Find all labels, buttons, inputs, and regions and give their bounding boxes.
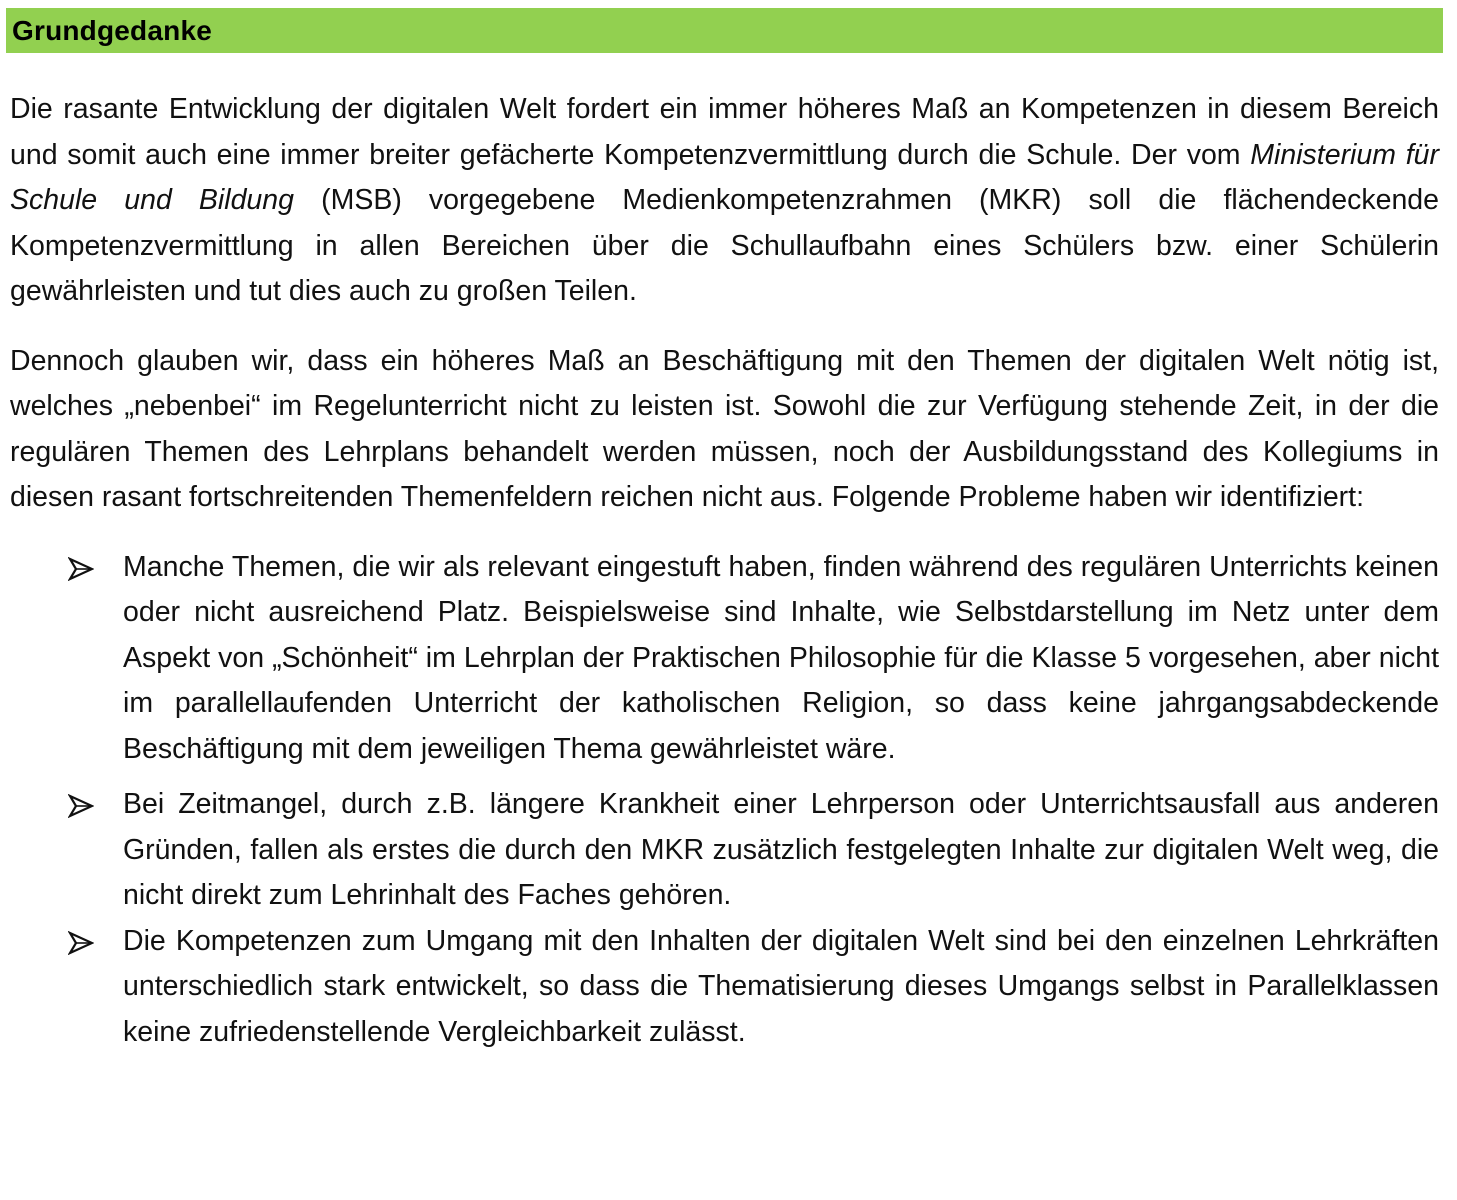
intro-paragraph-text-end: (MSB) vorgegebene Medienkompetenzrahmen (MKR) soll die flächendeckende Kompetenzvermittlung in allen Bereichen über die Schullaufbahn eines Schülers bzw. einer Schülerin gewährleisten und tut dies auch zu großen Teilen. [10, 184, 1439, 307]
ministry-name: Ministerium für Schule und Bildung [10, 138, 1439, 216]
list-item-text: Manche Themen, die wir als relevant eingestuft haben, finden während des regulären Unterrichts keinen oder nicht ausreichend Platz. Beispielsweise sind Inhalte, wie Selbstdarstellung im Netz unter dem Aspekt von „Schönheit“ im Lehrplan der Praktischen Philosophie für die Klasse 5 vorgesehen, aber nicht im parallellaufenden Unterricht der katholischen Religion, so dass keine jahrgangsabdeckende Beschäftigung mit dem jeweiligen Thema gewährleistet wäre. [123, 550, 1439, 765]
list-item-text: Die Kompetenzen zum Umgang mit den Inhalten der digitalen Welt sind bei den einzelnen Lehrkräften unterschiedlich stark entwickelt, so dass die Thematisierung dieses Umgangs selbst in Parallelklassen keine zufriedenstellende Vergleichbarkeit zulässt. [123, 924, 1439, 1048]
section-heading-bar [6, 8, 1443, 53]
intro-paragraph [10, 87, 1439, 315]
arrowhead-bullet-icon [68, 919, 98, 964]
problem-intro-paragraph: Dennoch glauben wir, dass ein höheres Maß an Beschäftigung mit den Themen der digitalen Welt nötig ist, welches „nebenbei“ im Regelunterricht nicht zu leisten ist. Sowohl die zur Verfügung stehende Zeit, in der die regulären Themen des Lehrplans behandelt werden müssen, noch der Ausbildungsstand des Kollegiums in diesen rasant fortschreitenden Themenfeldern reichen nicht aus. Folgende Probleme haben wir identifiziert: [10, 344, 1439, 513]
list-item-text: Bei Zeitmangel, durch z.B. längere Krankheit einer Lehrperson oder Unterrichtsausfall aus anderen Gründen, fallen als erstes die durch den MKR zusätzlich festgelegten Inhalte zur digitalen Welt weg, die nicht direkt zum Lehrinhalt des Faches gehören. [123, 788, 1439, 911]
list-item [10, 545, 1439, 773]
list-item [10, 782, 1439, 919]
intro-paragraph-text-start: Die rasante Entwicklung der digitalen Welt fordert ein immer höheres Maß an Kompetenzen in diesem Bereich und somit auch eine immer breiter gefächerte Kompetenzvermittlung durch die Schule. Der vom [10, 93, 1439, 171]
arrowhead-bullet-icon [68, 782, 98, 827]
arrowhead-bullet-icon [68, 545, 98, 590]
problem-list [10, 545, 1439, 1056]
section-heading: Grundgedanke [12, 14, 212, 46]
list-item [10, 919, 1439, 1056]
